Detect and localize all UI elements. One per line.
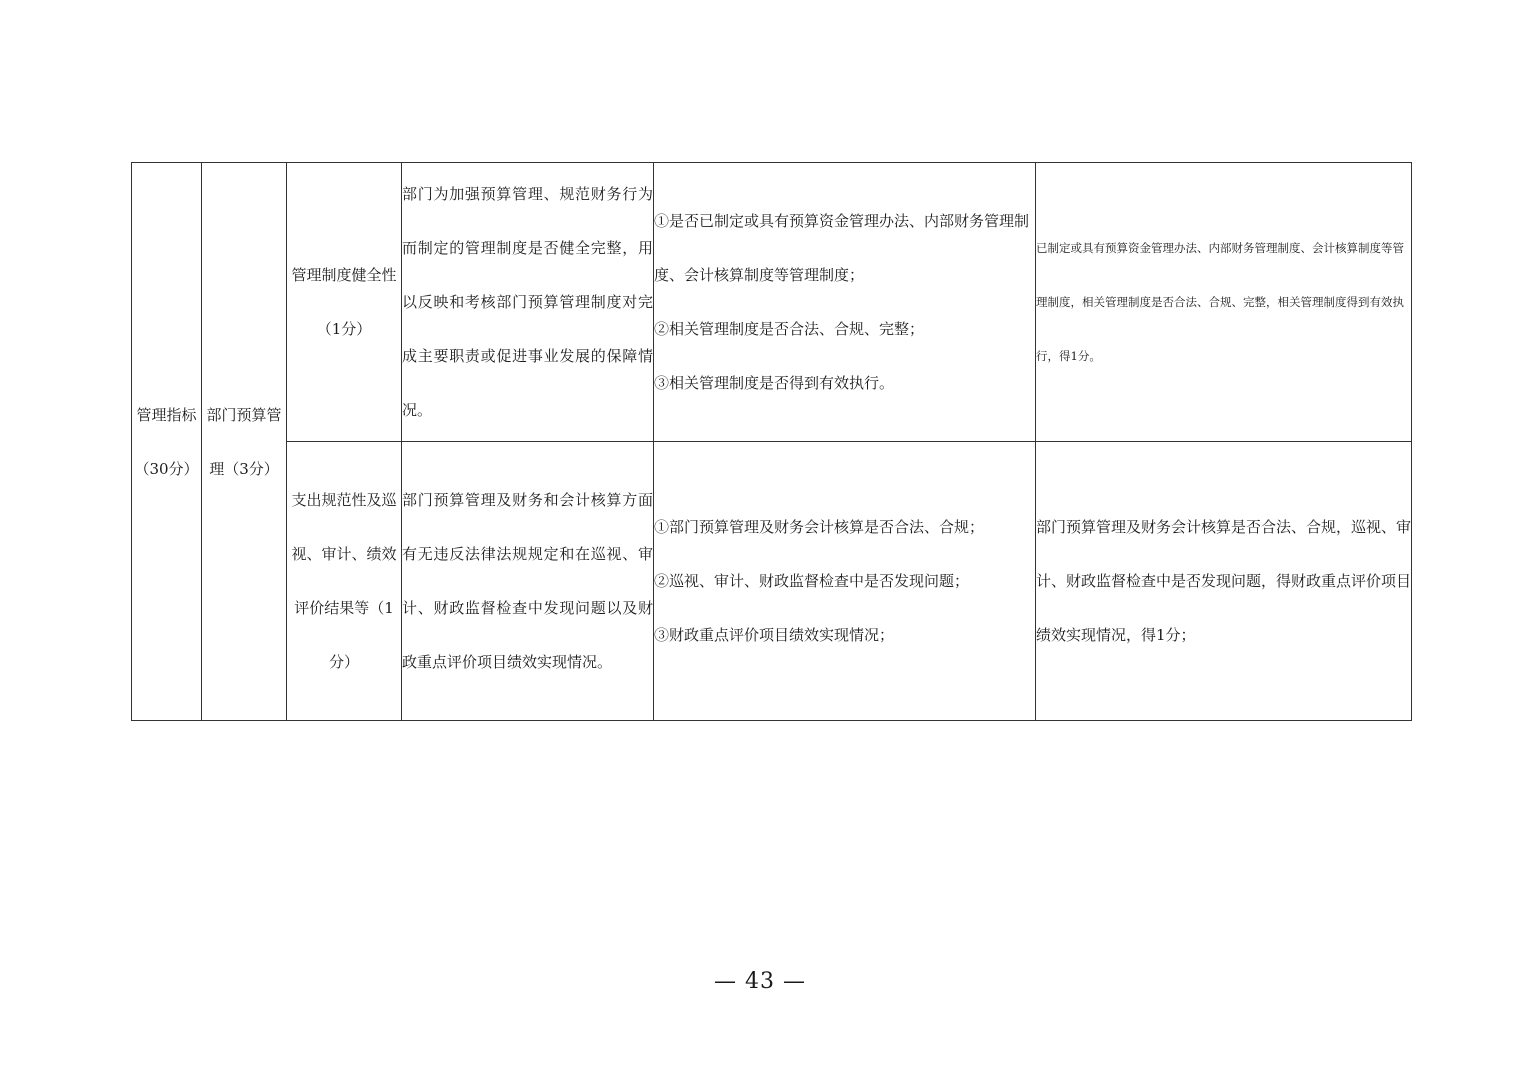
page-number: — 43 — (714, 969, 806, 994)
level3-indicator-text: 支出规范性及巡视、审计、绩效评价结果等（1分） (291, 491, 397, 671)
evaluation-criteria-cell (654, 442, 1036, 721)
indicator-description-text: 部门为加强预算管理、规范财务行为而制定的管理制度是否健全完整，用以反映和考核部门预算管理制度对完成主要职责或促进事业发展的保障情况。 (402, 185, 653, 419)
indicator-description-cell (402, 163, 654, 442)
scoring-rule-text: 已制定或具有预算资金管理办法、内部财务管理制度、会计核算制度等管理制度，相关管理制度是否合法、合规、完整，相关管理制度得到有效执行，得1分。 (1036, 241, 1404, 363)
table-row (132, 442, 1412, 721)
scoring-rule-cell (1036, 442, 1412, 721)
evaluation-indicator-table (131, 162, 1412, 721)
level2-indicator-text: 部门预算管理（3分） (206, 405, 282, 478)
criteria-item: ①部门预算管理及财务会计核算是否合法、合规； (654, 518, 985, 536)
criteria-item: ③相关管理制度是否得到有效执行。 (654, 374, 895, 392)
scoring-rule-cell (1036, 163, 1412, 442)
criteria-item: ①是否已制定或具有预算资金管理办法、内部财务管理制度、会计核算制度等管理制度； (654, 212, 1030, 284)
criteria-item: ②相关管理制度是否合法、合规、完整； (654, 320, 925, 338)
level3-indicator-cell (287, 163, 402, 442)
level3-indicator-cell (287, 442, 402, 721)
evaluation-criteria-cell (654, 163, 1036, 442)
indicator-description-cell (402, 442, 654, 721)
criteria-item: ②巡视、审计、财政监督检查中是否发现问题； (654, 572, 970, 590)
criteria-item: ③财政重点评价项目绩效实现情况； (654, 626, 895, 644)
level2-indicator-cell (202, 163, 287, 721)
level1-indicator-cell (132, 163, 202, 721)
table-row (132, 163, 1412, 442)
level3-indicator-text: 管理制度健全性（1分） (291, 266, 397, 338)
level1-indicator-text: 管理指标（30分） (134, 405, 199, 478)
scoring-rule-text: 部门预算管理及财务会计核算是否合法、合规，巡视、审计、财政监督检查中是否发现问题，得财政重点评价项目绩效实现情况，得1分； (1036, 518, 1412, 644)
indicator-description-text: 部门预算管理及财务和会计核算方面有无违反法律法规规定和在巡视、审计、财政监督检查中发现问题以及财政重点评价项目绩效实现情况。 (402, 491, 653, 671)
